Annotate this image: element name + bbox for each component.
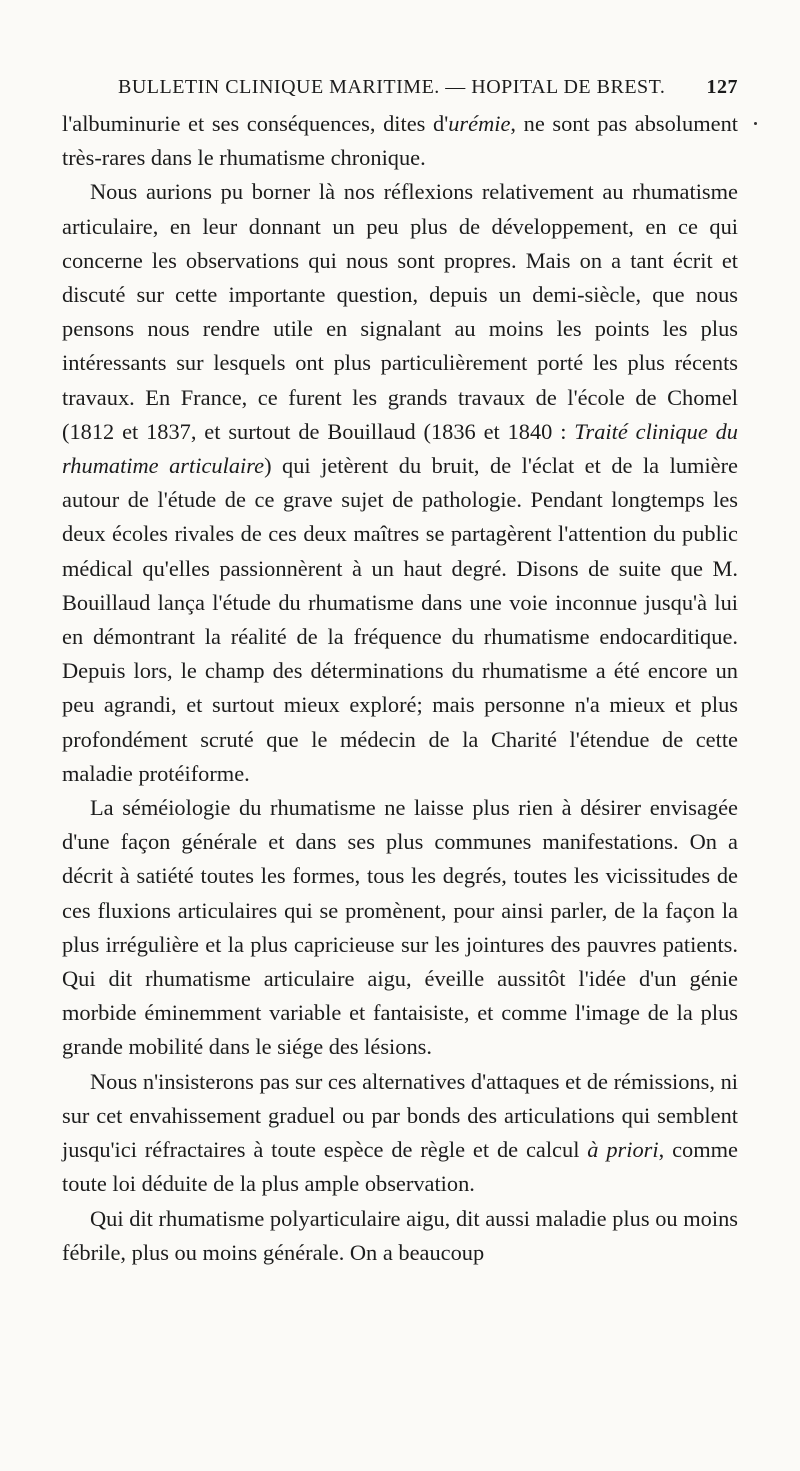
running-header: [62, 76, 738, 106]
italic-text: Traité clinique du rhumatime articulaire: [62, 418, 738, 479]
text-run: , ne sont pas absolument très-rares dans le rhumatisme chronique.: [62, 111, 738, 171]
text-run: Nous n'insisterons pas sur ces alternatives d'attaques et de rémissions, ni sur cet envahissement graduel ou par bonds des articulations qui semblent jusqu'ici réfractaires à toute espèce de règle et de calcul: [62, 1068, 738, 1163]
text-run: La séméiologie du rhumatisme ne laisse plus rien à désirer envisagée d'une façon générale et dans ses plus communes manifestations. On a décrit à satiété toutes les formes, tous les degrés, toutes les vicissitudes de ces fluxions articulaires qui se promènent, pour ainsi parler, de la façon la plus irrégulière et la plus capricieuse sur les jointures des pauvres patients. Qui dit rhumatisme articulaire aigu, éveille aussitôt l'idée d'un génie morbide éminemment variable et fantaisiste, et comme l'image de la plus grande mobilité dans le siége des lésions.: [62, 795, 738, 1060]
italic-text: à priori: [587, 1137, 659, 1163]
paragraph: [62, 1202, 738, 1270]
text-run: l'albuminurie et ses conséquences, dites d': [62, 111, 449, 136]
running-title: BULLETIN CLINIQUE MARITIME. — HOPITAL DE BREST.: [118, 76, 666, 98]
paragraph: [62, 791, 738, 1065]
paragraph: [62, 107, 738, 175]
paragraph: [62, 1065, 738, 1202]
page-number: 127: [706, 76, 738, 98]
body-text: [62, 107, 738, 1270]
paragraph: [62, 175, 738, 791]
text-run: , comme toute loi déduite de la plus ample observation.: [62, 1137, 738, 1197]
text-run: Qui dit rhumatisme polyarticulaire aigu, dit aussi maladie plus ou moins fébrile, plus ou moins générale. On a beaucoup: [62, 1205, 738, 1265]
margin-speck: [754, 122, 757, 125]
text-run: Nous aurions pu borner là nos réflexions relativement au rhumatisme articulaire, en leur donnant un peu plus de développement, en ce qui concerne les observations qui nous sont propres. Mais on a tant écrit et discuté sur cette importante question, depuis un demi-siècle, que nous pensons nous rendre utile en signalant au moins les points les plus intéressants sur lesquels ont plus particulièrement porté les plus récents travaux. En France, ce furent les grands travaux de l'école de Chomel (1812 et 1837, et surtout de Bouillaud (1836 et 1840 :: [62, 179, 738, 444]
text-run: ) qui jetèrent du bruit, de l'éclat et de la lumière autour de l'étude de ce grave sujet de pathologie. Pendant longtemps les deux écoles rivales de ces deux maîtres se partagèrent l'attention du public médical qu'elles passionnèrent à un haut degré. Disons de suite que M. Bouillaud lança l'étude du rhumatisme dans une voie inconnue jusqu'à lui en démontrant la réalité de la fréquence du rhumatisme endocarditique. Depuis lors, le champ des déterminations du rhumatisme a été encore un peu agrandi, et surtout mieux exploré; mais personne n'a mieux et plus profondément scruté que le médecin de la Charité l'étendue de cette maladie protéiforme.: [62, 453, 738, 786]
italic-text: urémie: [448, 111, 511, 136]
